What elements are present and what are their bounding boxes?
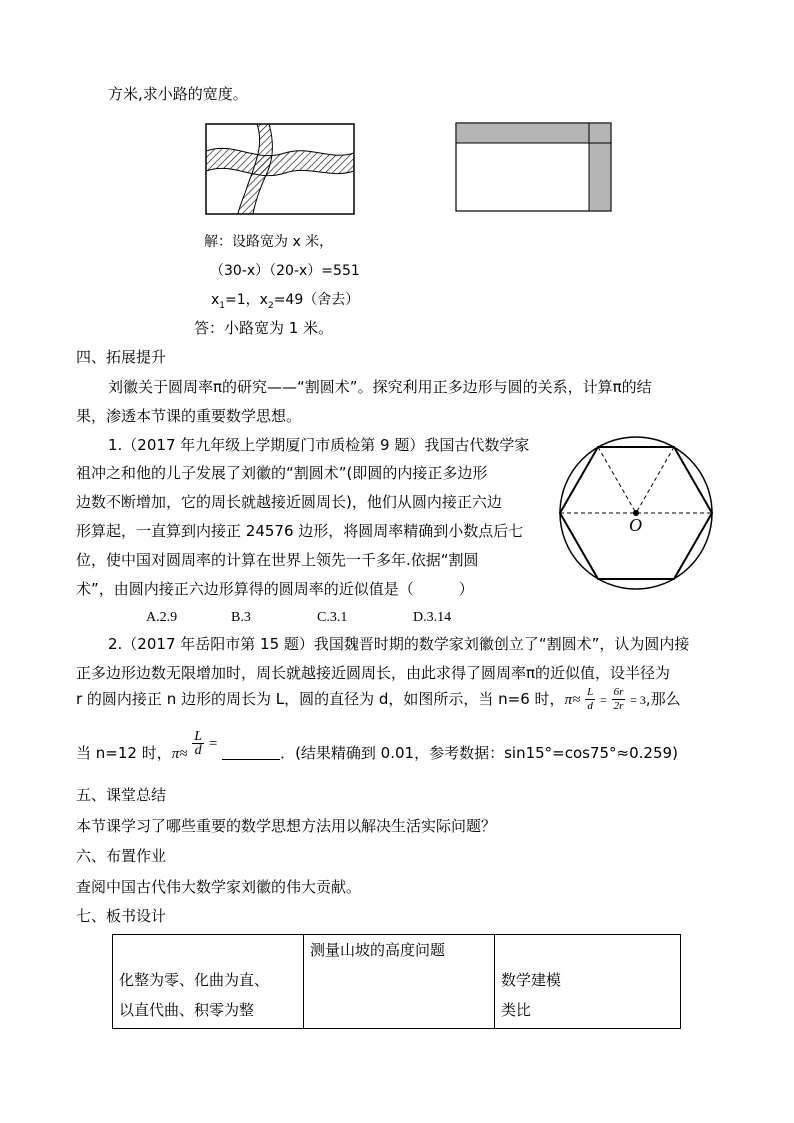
- board-cell-methods-line-1: 化整为零、化曲为直、: [119, 971, 270, 989]
- intro-line: 方米,求小路的宽度。: [108, 85, 248, 103]
- center-label: O: [629, 515, 642, 535]
- q2-line-1: 2.（2017 年岳阳市第 15 题）我国魏晋时期的数学家刘徽创立了“割圆术”，认为圆内接: [108, 635, 690, 653]
- board-cell-methods: [113, 935, 304, 1029]
- q1-line-2: 祖冲之和他的儿子发展了刘徽的“割圆术”(即圆的内接正多边形: [76, 464, 488, 482]
- inscribed-hexagon-figure: [552, 435, 720, 591]
- section-4-title: 四、拓展提升: [76, 348, 167, 366]
- board-cell-ideas-line-1: 数学建模: [501, 971, 562, 989]
- q1-line-1: 1.（2017 年九年级上学期厦门市质检第 9 题）我国古代数学家: [108, 436, 530, 454]
- q1-option-d: D.3.14: [413, 610, 452, 625]
- curvy-roads-figure: [205, 123, 355, 215]
- section-6-title: 六、布置作业: [76, 847, 167, 865]
- board-cell-topic-text: 测量山坡的高度问题: [310, 941, 446, 959]
- q2-line-3: r 的圆内接正 n 边形的周长为 L，圆的直径为 d，如图所示，当 n=6 时，π≈ $\frac{L}{d}$ = $\frac{6r}{2r}$ = 3,那么: [76, 686, 681, 712]
- q1-line-3: 边数不断增加，它的周长就越接近圆周长)，他们从圆内接正六边: [76, 493, 502, 511]
- q1-option-b: B.3: [231, 610, 251, 625]
- solution-answer: 答：小路宽为 1 米。: [194, 319, 334, 337]
- solution-line-1: 解：设路宽为 x 米，: [204, 234, 334, 250]
- section-7-title: 七、板书设计: [76, 907, 167, 925]
- q2-line-2: 正多边形边数无限增加时，周长就越接近圆周长，由此求得了圆周率π的近似值，设半径为: [76, 664, 671, 682]
- section-5-body: 本节课学习了哪些重要的数学思想方法用以解决生活实际问题？: [76, 817, 497, 835]
- answer-blank[interactable]: [222, 745, 280, 760]
- section-4-para-line-1: 刘徽关于圆周率π的研究——“割圆术”。探究利用正多边形与圆的关系，计算π的结: [108, 378, 652, 396]
- q1-line-6: 术”，由圆内接正六边形算得的圆周率的近似值是（ ）: [76, 580, 474, 598]
- section-4-para-line-2: 果，渗透本节课的重要数学思想。: [76, 407, 302, 425]
- shaded-strips-figure: [455, 122, 612, 212]
- q1-line-5: 位，使中国对圆周率的计算在世界上领先一千多年.依据“割圆: [76, 551, 479, 569]
- section-6-body: 查阅中国古代伟大数学家刘徽的伟大贡献。: [76, 878, 362, 896]
- board-design-table: [112, 934, 681, 1029]
- solution-line-3: $x_1=1$，$x_2=49$（舍去）: [211, 292, 360, 311]
- q1-option-c: C.3.1: [317, 610, 348, 625]
- q2-line-4: 当 n=12 时，π≈ $\frac{L}{d}$ = ．(结果精确到 0.01，参考数据：sin15°=cos75°≈0.259): [76, 729, 678, 762]
- board-cell-ideas: [495, 935, 681, 1029]
- solution-line-2: （30-x）（20-x）=551: [210, 263, 360, 279]
- q1-line-4: 形算起，一直算到内接正 24576 边形，将圆周率精确到小数点后七: [76, 522, 524, 540]
- board-cell-topic: [304, 935, 495, 1029]
- board-cell-ideas-line-2: 类比: [501, 1001, 532, 1019]
- section-5-title: 五、课堂总结: [76, 786, 167, 804]
- q1-option-a: A.2.9: [146, 610, 178, 625]
- board-cell-methods-line-2: 以直代曲、积零为整: [119, 1001, 255, 1019]
